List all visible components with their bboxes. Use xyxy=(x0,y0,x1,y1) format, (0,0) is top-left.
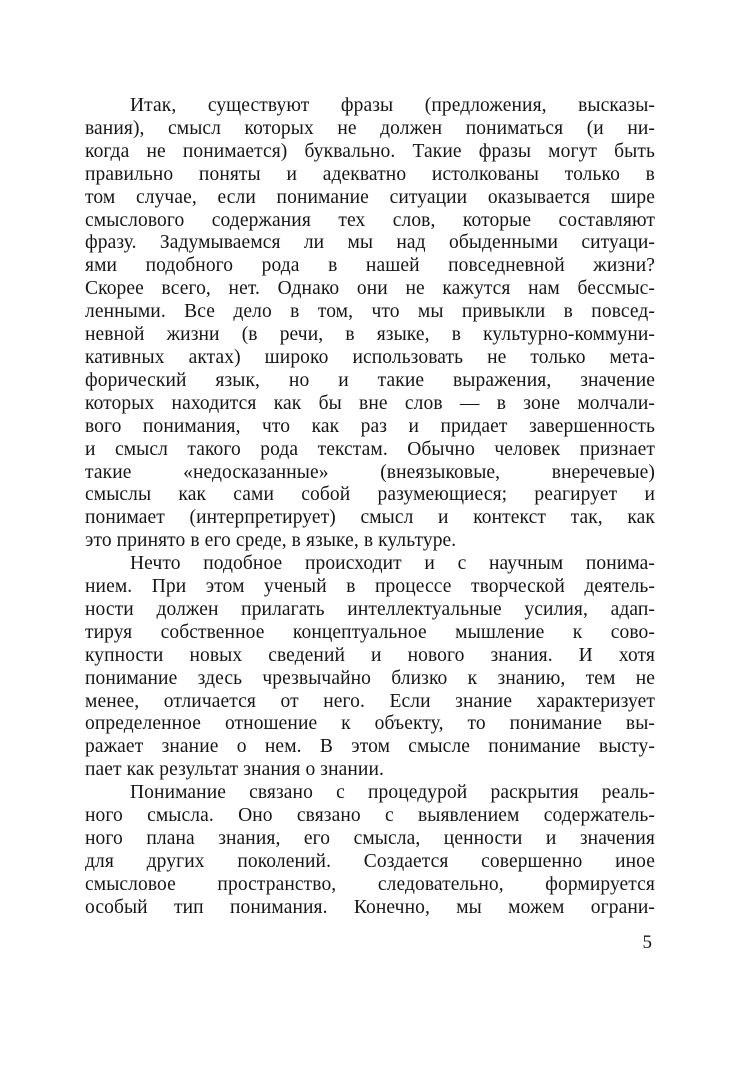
text-line: ражает знание о нем. В этом смысле понимание высту- xyxy=(85,736,655,758)
text-line: правильно поняты и адекватно истолкованы только в xyxy=(85,163,655,185)
text-line: определенное отношение к объекту, то понимание вы- xyxy=(85,713,655,735)
text-line: Нечто подобное происходит и с научным понима- xyxy=(130,553,655,575)
text-line: такие «недосказанные» (внеязыковые, внеречевые) xyxy=(85,461,655,483)
paragraph-1 xyxy=(85,95,655,553)
text-line: Скорее всего, нет. Однако они не кажутся нам бессмыс- xyxy=(85,278,655,300)
text-line: вания), смысл которых не должен пониматься (и ни- xyxy=(85,117,655,139)
text-line: и смысл такого рода текстам. Обычно человек признает xyxy=(85,438,655,460)
text-line: смысловое пространство, следовательно, формируется xyxy=(85,873,655,895)
text-line: когда не понимается) буквально. Такие фразы могут быть xyxy=(85,140,655,162)
text-line: понимает (интерпретирует) смысл и контекст так, как xyxy=(85,507,655,529)
text-line: Итак, существуют фразы (предложения, высказы- xyxy=(130,95,655,116)
text-line: невной жизни (в речи, в языке, в культурно-коммуни- xyxy=(85,324,655,346)
text-line: том случае, если понимание ситуации оказывается шире xyxy=(85,186,655,208)
text-line: пает как результат знания о знании. xyxy=(85,759,384,781)
text-line: купности новых сведений и нового знания. И хотя xyxy=(85,644,655,666)
text-line: кативных актах) широко использовать не только мета- xyxy=(85,346,655,368)
text-line: ями подобного рода в нашей повседневной жизни? xyxy=(85,255,655,277)
text-line: тируя собственное концептуальное мышление к сово- xyxy=(85,621,655,643)
paragraph-3 xyxy=(85,782,655,919)
text-line: смыслового содержания тех слов, которые составляют xyxy=(85,209,655,231)
text-line: понимание здесь чрезвычайно близко к знанию, тем не xyxy=(85,667,655,689)
text-line: которых находится как бы вне слов — в зоне молчали- xyxy=(85,392,655,414)
page-text-block xyxy=(85,95,655,920)
text-line: ности должен прилагать интеллектуальные усилия, адап- xyxy=(85,598,655,620)
text-line: фразу. Задумываемся ли мы над обыденными ситуаци- xyxy=(85,232,655,254)
text-line: Понимание связано с процедурой раскрытия реаль- xyxy=(130,782,655,804)
text-line: форический язык, но и такие выражения, значение xyxy=(85,369,655,391)
page-number: 5 xyxy=(642,932,652,953)
text-line: ного смысла. Оно связано с выявлением содержатель- xyxy=(85,805,655,827)
text-line: смыслы как сами собой разумеющиеся; реагирует и xyxy=(85,484,655,506)
text-line: для других поколений. Создается совершенно иное xyxy=(85,850,655,872)
text-line: нием. При этом ученый в процессе творческой деятель- xyxy=(85,576,655,598)
text-line: ного плана знания, его смысла, ценности и значения xyxy=(85,828,655,849)
text-line: вого понимания, что как раз и придает завершенность xyxy=(85,415,655,437)
text-line: менее, отличается от него. Если знание характеризует xyxy=(85,690,655,712)
text-line: особый тип понимания. Конечно, мы можем ограни- xyxy=(85,896,655,918)
paragraph-2 xyxy=(85,553,655,782)
text-line: ленными. Все дело в том, что мы привыкли в повсед- xyxy=(85,301,655,323)
text-line: это принято в его среде, в языке, в культуре. xyxy=(85,530,457,552)
